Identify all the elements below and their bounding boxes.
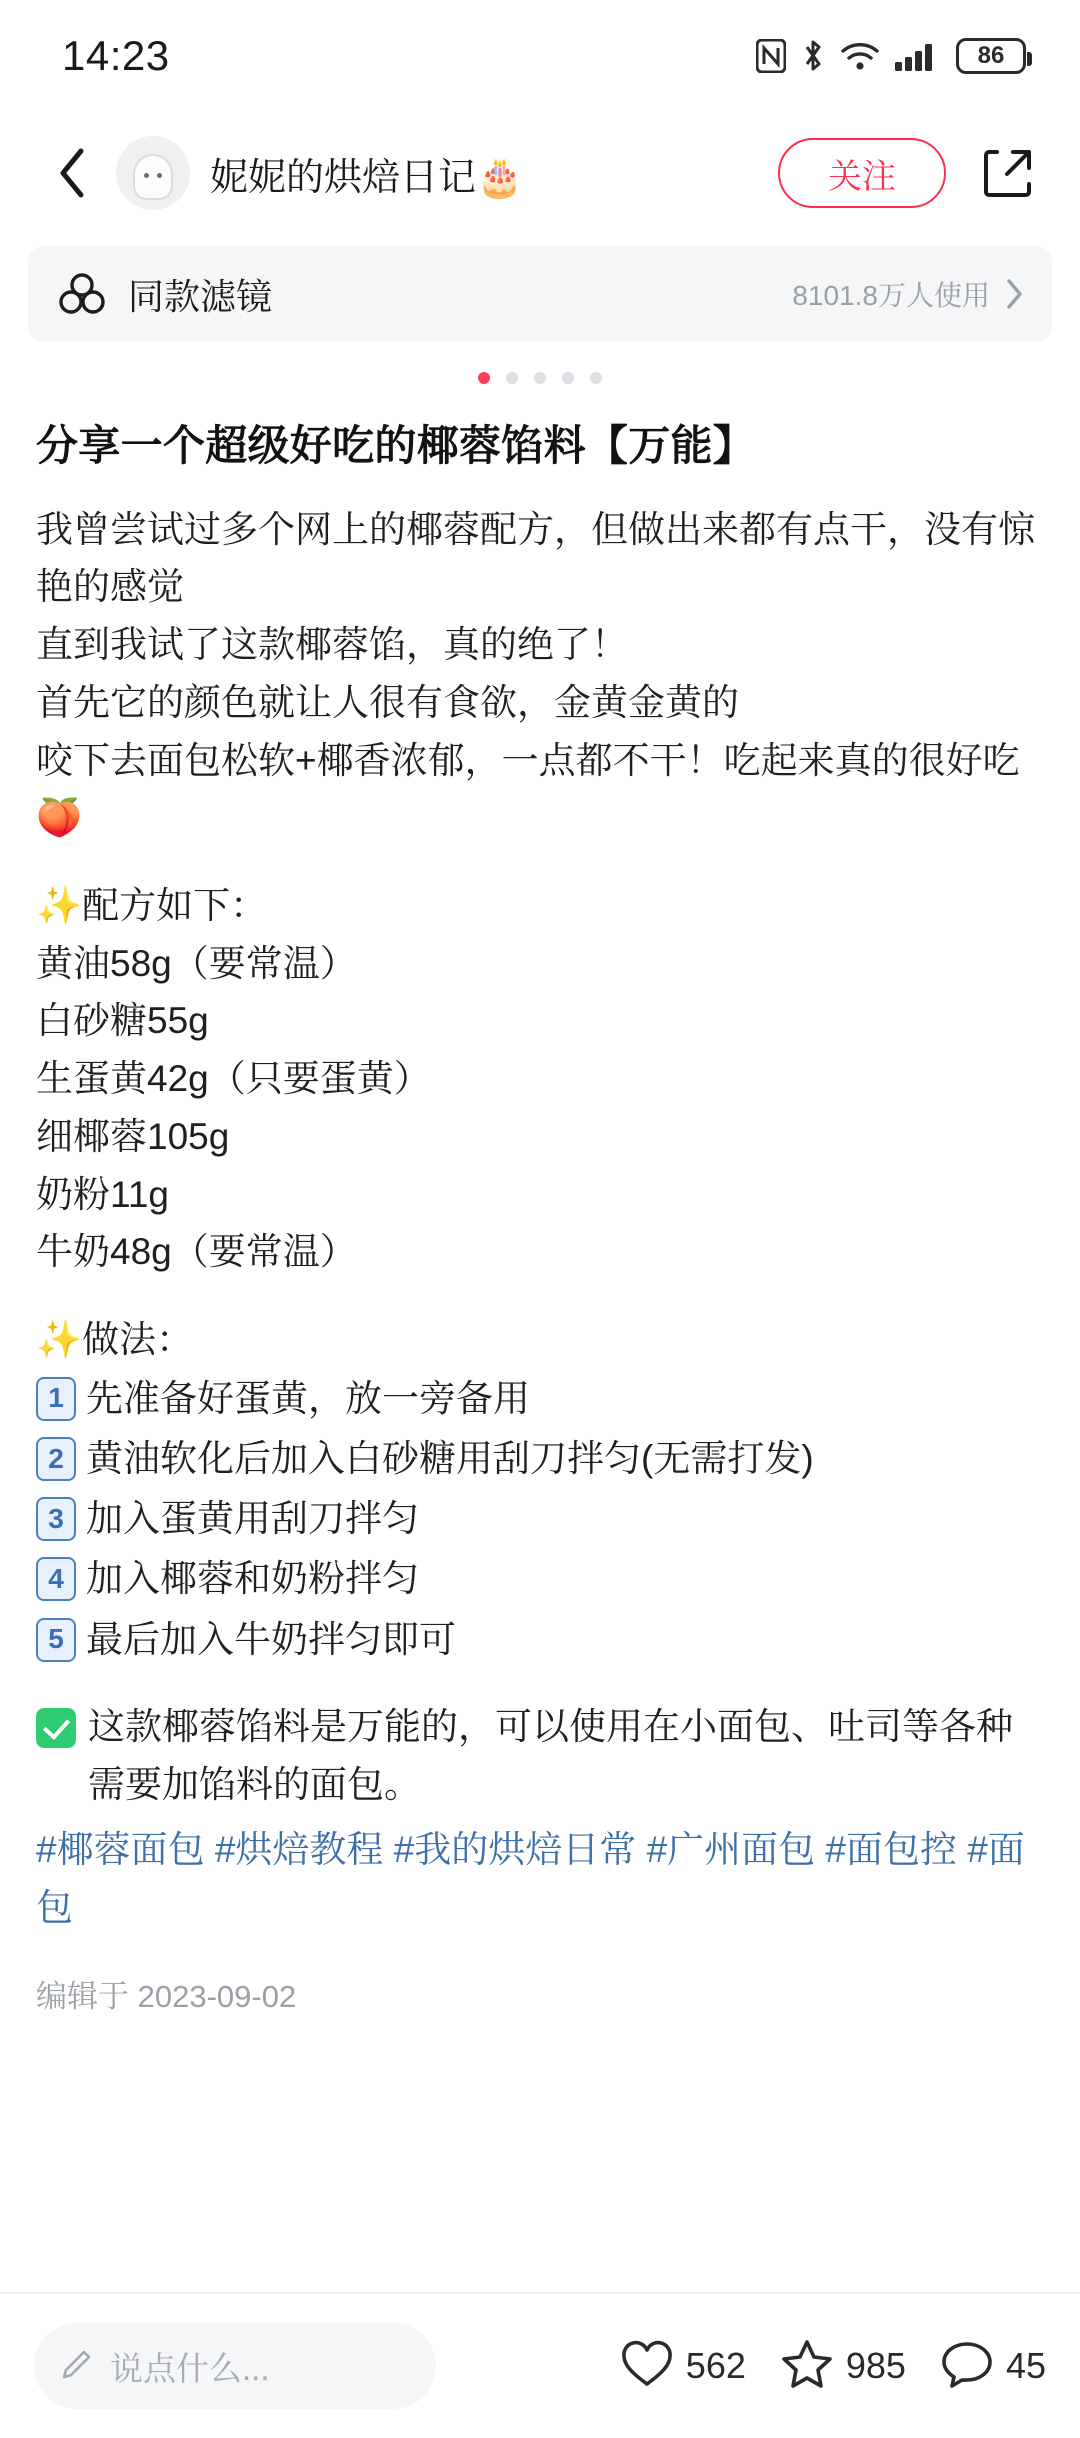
cellular-signal-icon: [894, 40, 938, 72]
list-item: [36, 1491, 1044, 1547]
carousel-dots: [0, 342, 1080, 406]
comment-bubble-icon: [940, 2338, 994, 2395]
avatar[interactable]: [116, 136, 190, 210]
author-name[interactable]: 妮妮的烘焙日记🎂: [210, 156, 524, 199]
step-number: 1: [36, 1377, 76, 1421]
heart-icon: [620, 2338, 674, 2395]
recipe-heading: ✨配方如下：: [36, 885, 268, 926]
conclusion-text: 这款椰蓉馅料是万能的，可以使用在小面包、吐司等各种需要加馅料的面包。: [88, 1705, 1013, 1805]
step-text: 加入椰蓉和奶粉拌匀: [86, 1558, 419, 1600]
nfc-icon: [756, 39, 786, 73]
recipe-item: 生蛋黄42g（只要蛋黄）: [36, 1058, 431, 1100]
carousel-dot-2[interactable]: [506, 372, 518, 384]
step-text: 黄油软化后加入白砂糖用刮刀拌匀(无需打发): [86, 1437, 814, 1479]
bluetooth-icon: [800, 38, 826, 74]
battery-level: 86: [977, 42, 1005, 69]
carousel-dot-3[interactable]: [534, 372, 546, 384]
steps-section: [36, 1311, 1044, 1668]
list-item: [36, 1551, 1044, 1607]
share-icon[interactable]: [976, 141, 1040, 205]
status-icon-group: [756, 38, 1026, 74]
intro-line-2: 直到我试了这款椰蓉馅，真的绝了！: [36, 624, 628, 666]
page-title: 分享一个超级好吃的椰蓉馅料【万能】: [36, 422, 756, 469]
top-navigation-bar: [0, 112, 1080, 234]
battery-indicator: [956, 38, 1026, 74]
comment-button[interactable]: [940, 2338, 1046, 2395]
recipe-item: 白砂糖55g: [36, 1000, 209, 1042]
wifi-icon: [840, 40, 880, 72]
step-number: 4: [36, 1557, 76, 1601]
recipe-item: 黄油58g（要常温）: [36, 942, 357, 984]
star-icon: [780, 2338, 834, 2395]
intro-line-1: 我曾尝试过多个网上的椰蓉配方，但做出来都有点干，没有惊艳的感觉: [36, 508, 1035, 608]
steps-list: [36, 1371, 1044, 1668]
filter-rings-icon: [58, 272, 106, 316]
collect-count: 985: [845, 2345, 906, 2386]
step-number: 2: [36, 1437, 76, 1481]
carousel-dot-4[interactable]: [562, 372, 574, 384]
step-number: 5: [36, 1618, 76, 1662]
comment-input[interactable]: [34, 2323, 436, 2409]
chevron-right-icon: [1006, 278, 1024, 310]
list-item: [36, 1431, 1044, 1487]
like-button[interactable]: [620, 2338, 746, 2395]
recipe-item: 细椰蓉105g: [36, 1115, 230, 1157]
intro-line-4: 咬下去面包松软+椰香浓郁，一点都不干！吃起来真的很好吃🍑: [36, 739, 1020, 839]
carousel-dot-5[interactable]: [590, 372, 602, 384]
check-icon: [36, 1708, 76, 1748]
hashtag-list[interactable]: #椰蓉面包 #烘焙教程 #我的烘焙日常 #广州面包 #面包控 #面包: [36, 1829, 1025, 1929]
edited-timestamp: 编辑于 2023-09-02: [36, 1978, 297, 2014]
recipe-item: 奶粉11g: [36, 1173, 169, 1215]
step-number: 3: [36, 1497, 76, 1541]
bottom-action-bar: [0, 2292, 1080, 2438]
comment-count: 45: [1005, 2345, 1046, 2386]
filter-banner-wrapper: [0, 234, 1080, 342]
engagement-actions: [620, 2338, 1046, 2395]
step-text: 先准备好蛋黄，放一旁备用: [86, 1377, 530, 1419]
pencil-icon: [60, 2347, 94, 2386]
step-text: 最后加入牛奶拌匀即可: [86, 1618, 456, 1660]
filter-usage-count: 8101.8万人使用: [792, 280, 990, 311]
status-time: 14:23: [62, 32, 170, 79]
post-intro: [36, 501, 1044, 847]
collect-button[interactable]: [780, 2338, 906, 2395]
status-bar: [0, 0, 1080, 112]
conclusion-block: [36, 1698, 1044, 1813]
same-filter-banner[interactable]: [28, 246, 1052, 342]
comment-placeholder: 说点什么...: [110, 2349, 270, 2387]
recipe-item: 牛奶48g（要常温）: [36, 1231, 357, 1273]
list-item: [36, 1612, 1044, 1668]
post-content: [0, 406, 1080, 2292]
intro-line-3: 首先它的颜色就让人很有食欲，金黄金黄的: [36, 681, 739, 723]
like-count: 562: [685, 2345, 746, 2386]
list-item: [36, 1371, 1044, 1427]
recipe-section: [36, 877, 1044, 1281]
carousel-dot-1[interactable]: [478, 372, 490, 384]
step-text: 加入蛋黄用刮刀拌匀: [86, 1498, 419, 1540]
filter-label: 同款滤镜: [128, 275, 273, 317]
follow-button[interactable]: 关注: [778, 138, 946, 208]
steps-heading: ✨做法：: [36, 1319, 194, 1361]
back-chevron-icon[interactable]: [44, 145, 100, 201]
